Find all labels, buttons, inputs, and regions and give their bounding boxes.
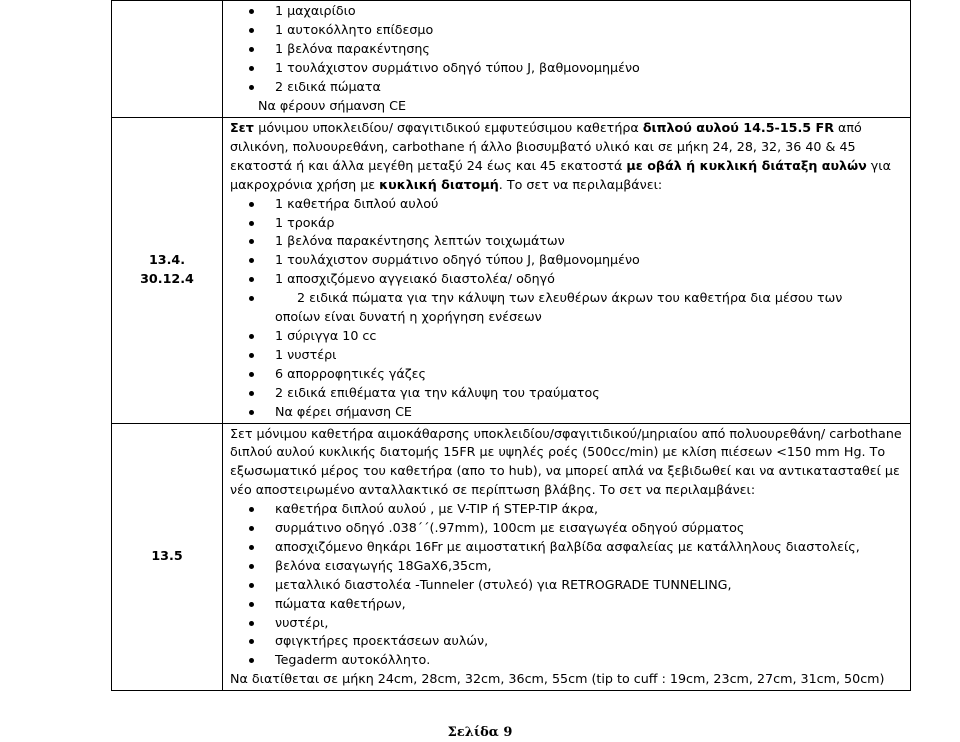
list-item: 1 τουλάχιστον συρμάτινο οδηγό τύπου J, βαθμονομημένο [230,59,906,78]
item-description-cell [223,423,911,691]
ce-marking-note: Να φέρουν σήμανση CE [258,97,406,113]
list-item: αποσχιζόμενο θηκάρι 16Fr με αιμοστατική βαλβίδα ασφαλείας με κατάλληλους διαστολείς, [230,538,906,557]
list-item: 1 νυστέρι [230,346,906,365]
list-item: μεταλλικό διαστολέα -Tunneler (στυλεό) για RETROGRADE TUNNELING, [230,576,906,595]
text-span: μόνιμου υποκλειδίου/ σφαγιτιδικού εμφυτεύσιμου καθετήρα [258,120,643,135]
bold-text: διπλού αυλού 14.5-15.5 FR [642,120,834,135]
table-row [112,1,911,118]
list-item: 1 τροκάρ [230,214,906,233]
list-item: συρμάτινο οδηγό .038΄΄(.97mm), 100cm με εισαγωγέα οδηγού σύρματος [230,519,906,538]
page-number: Σελίδα 9 [447,725,513,740]
item-code: 13.4. [148,252,186,268]
list-item: Tegaderm αυτοκόλλητο. [230,651,906,670]
bullet-list [230,2,906,97]
list-item: 1 καθετήρα διπλού αυλού [230,195,906,214]
spec-table [111,0,911,691]
list-item: καθετήρα διπλού αυλού , με V-TIP ή STEP-TIP άκρα, [230,500,906,519]
text-span: για μακροχρόνια χρήση με [230,157,891,192]
item-code-cell [112,118,223,424]
list-item: 1 αυτοκόλλητο επίδεσμο [230,21,906,40]
list-item: 1 τουλάχιστον συρμάτινο οδηγό τύπου J, βαθμονομημένο [230,251,906,270]
list-item-text: 2 ειδικά πώματα για την κάλυψη των ελευθέρων άκρων του καθετήρα δια μέσου των [297,290,843,306]
table-row [112,423,911,691]
list-item: 6 απορροφητικές γάζες [230,365,906,384]
list-item: Να φέρει σήμανση CE [230,403,906,422]
list-item: 1 μαχαιρίδιο [230,2,906,21]
list-item [230,289,906,327]
item-description-cell [223,118,911,424]
list-item: 1 αποσχιζόμενο αγγειακό διαστολέα/ οδηγό [230,270,906,289]
item-code-cell: 13.5 [112,423,223,691]
list-item: βελόνα εισαγωγής 18GaX6,35cm, [230,557,906,576]
item-code-cell [112,1,223,118]
bold-text: με οβάλ ή κυκλική διάταξη αυλών [626,157,867,173]
list-item: σφιγκτήρες προεκτάσεων αυλών, [230,632,906,651]
bullet-list [230,195,906,422]
list-item-text: οποίων είναι δυνατή η χορήγηση ενέσεων [275,309,542,325]
bullet-list [230,500,906,670]
text-span: . Το σετ να περιλαμβάνει: [498,176,663,192]
item-code: 30.12.4 [140,271,194,287]
bold-text: κυκλική διατομή [379,176,499,192]
list-item: 1 βελόνα παρακέντησης [230,40,906,59]
table-row [112,118,911,424]
text-span: από σιλικόνη, πολυουρεθάνη, carbothane ή άλλο βιοσυμβατό υλικό και σε μήκη 24, 28, 32, 36 40 & 45 εκατοστά ή και άλλα μεγέθη μεταξύ 24 έως και 45 εκατοστά [230,120,862,173]
list-item: 1 σύριγγα 10 cc [230,327,906,346]
set-label: Σετ [230,120,259,135]
list-item: 1 βελόνα παρακέντησης λεπτών τοιχωμάτων [230,232,906,251]
list-item: 2 ειδικά πώματα [230,78,906,97]
lengths-note: Να διατίθεται σε μήκη 24cm, 28cm, 32cm, 36cm, 55cm (tip to cuff : 19cm, 23cm, 27cm, 31cm, 50cm) [230,671,885,687]
list-item: νυστέρι, [230,614,906,633]
list-item: πώματα καθετήρων, [230,595,906,614]
description-paragraph [230,119,906,195]
list-item: 2 ειδικά επιθέματα για την κάλυψη του τραύματος [230,384,906,403]
description-paragraph: Σετ μόνιμου καθετήρα αιμοκάθαρσης υποκλειδίου/σφαγιτιδικού/μηριαίου από πολυουρεθάνη/ carbothane διπλού αυλού κυκλικής διατομής 15FR με υψηλές ροές (500cc/min) με κλίση πιέσεων <150 mm Hg. Το εξωσωματικό μέρος του καθετήρα (απο το hub), να μπορεί απλά να ξεβιδωθεί και να αντικατασταθεί με νέο αποστειρωμένο ανταλλακτικό σε περίπτωση βλάβης. Το σετ να περιλαμβάνει: [230,425,902,498]
item-description-cell [223,1,911,118]
